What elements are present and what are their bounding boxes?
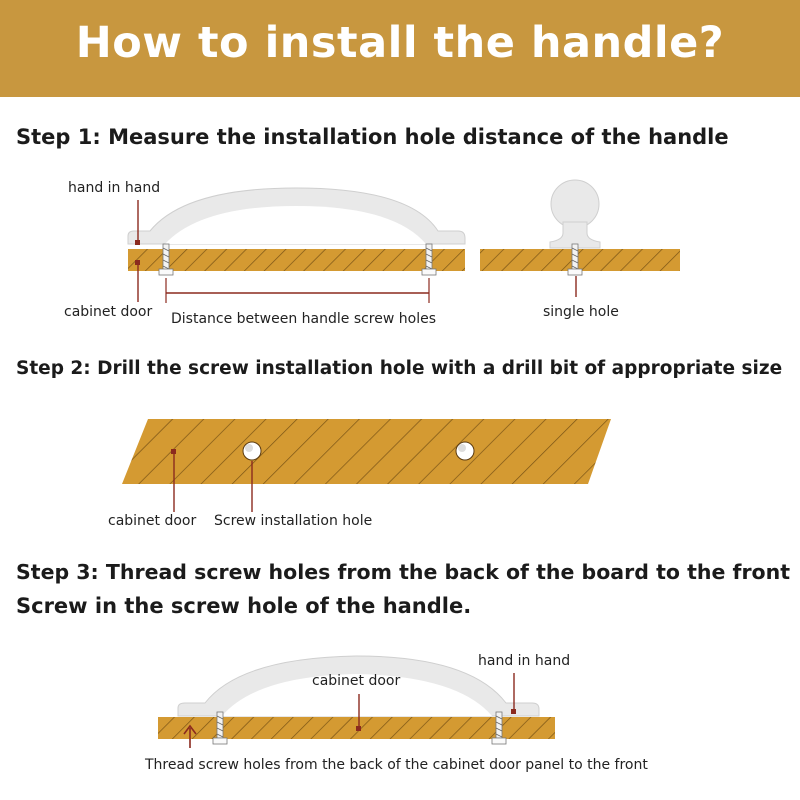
label-screw-installation-hole: Screw installation hole (214, 513, 373, 529)
page-title: How to install the handle? (75, 18, 725, 68)
label-cabinet-door: cabinet door (108, 513, 197, 529)
label-thread-screw-holes: Thread screw holes from the back of the cabinet door panel to the front (145, 757, 648, 773)
cabinet-door-board (480, 249, 680, 271)
label-hand-in-hand: hand in hand (478, 653, 571, 669)
step-3-heading: Step 3: Thread screw holes from the back of the board to the front (16, 560, 791, 584)
pointer-dot (135, 240, 140, 245)
knob-handle (550, 180, 600, 248)
pointer-dot (356, 726, 361, 731)
step-3-subheading: Screw in the screw hole of the handle. (16, 594, 472, 618)
step-1-heading: Step 1: Measure the installation hole distance of the handle (16, 125, 729, 149)
drilled-hole (456, 442, 474, 460)
pointer-dot (171, 449, 176, 454)
step-1-diagram (128, 180, 680, 303)
label-hand-in-hand: hand in hand (68, 180, 161, 196)
step-2-heading: Step 2: Drill the screw installation hole with a drill bit of appropriate size (16, 358, 783, 379)
distance-dimension (166, 278, 429, 303)
pointer-dot (135, 260, 140, 265)
pointer-dot (511, 709, 516, 714)
label-single-hole: single hole (543, 304, 619, 320)
arch-handle (128, 188, 465, 244)
label-cabinet-door: cabinet door (64, 304, 153, 320)
cabinet-door-board (128, 249, 465, 271)
label-cabinet-door: cabinet door (312, 673, 401, 689)
step-3-diagram (158, 656, 555, 748)
label-screw-hole-distance: Distance between handle screw holes (171, 311, 437, 327)
drilled-hole (243, 442, 261, 460)
cabinet-door-board (122, 419, 611, 484)
step-2-diagram (122, 419, 611, 512)
